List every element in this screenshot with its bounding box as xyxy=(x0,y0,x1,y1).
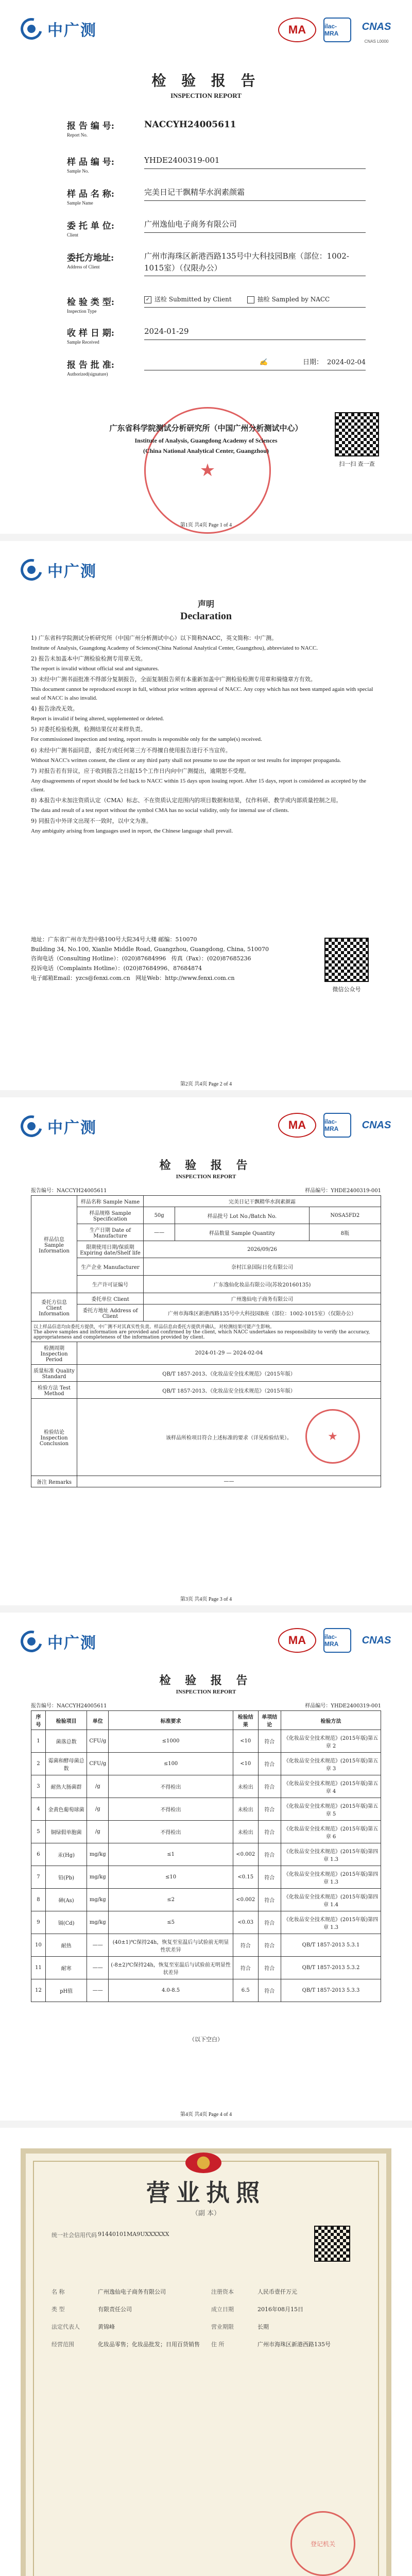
table-cell: 符合 xyxy=(258,1821,281,1843)
table-cell: 符合 xyxy=(258,1843,281,1866)
table-cell: 耐寒 xyxy=(45,1957,87,1979)
license-field xyxy=(211,2340,376,2348)
table-row: 生产许可证编号 广东逸仙化妆品有限公司(苏妆20160135) xyxy=(31,1276,381,1293)
results-table-body xyxy=(31,1730,381,2002)
license-field xyxy=(52,2305,216,2313)
table-cell: <0.002 xyxy=(233,1843,258,1866)
credit-code: 91440101MA9UXXXXXX xyxy=(98,2231,169,2238)
license-field-label: 营业期限 xyxy=(211,2324,234,2330)
decl-item: 5) 对委托检验检测，检测结果仅对来样负责。 xyxy=(31,726,146,733)
table-cell: 符合 xyxy=(258,1798,281,1821)
table-cell: 符合 xyxy=(258,1753,281,1775)
table-cell: QB/T 1857-2013 5.3.1 xyxy=(281,1934,381,1957)
table-cell: 符合 xyxy=(258,1934,281,1957)
table-cell: 4 xyxy=(31,1798,46,1821)
table-cell: mg/kg xyxy=(87,1911,109,1934)
table-cell: ≤5 xyxy=(109,1911,233,1934)
license-field xyxy=(211,2305,376,2313)
table-row xyxy=(31,1866,381,1889)
page-divider xyxy=(0,1605,412,1613)
contact-block: 地址：广东省广州市先烈中路100号大院34号大楼 邮编：510070 Building 34, No.100, Xianlie Middle Road, Guangzhou, Guangdong, China, 510070 咨询电话（Consulting Hotline）：(020)87684996 传真（Fax）：(020)87685236 投诉电话（Complaints Hotline）：(020)87684996、87684874 电子邮箱Email：yzcs@fenxi.com.cn 网址Web：http://www.fenxi.com.cn xyxy=(31,935,299,983)
license-field-value: 长期 xyxy=(258,2324,269,2330)
decl-item-en: For commissioned inspection and testing, report results is responsible only for the sample(s) received. xyxy=(31,736,262,743)
table-cell: 霉菌和酵母菌总数 xyxy=(45,1753,87,1775)
column-header: 单位 xyxy=(87,1711,109,1730)
table-cell: <10 xyxy=(233,1730,258,1753)
table-row: 生产日期 Date of Manufacture —— 样品数量 Sample Quantity 8瓶 xyxy=(31,1224,381,1241)
page-divider xyxy=(0,1090,412,1097)
table-cell: 1 xyxy=(31,1730,46,1753)
table-row: 质量标准 Quality Standard QB/T 1857-2013、《化妆品安全技术规范》（2015年版） xyxy=(31,1365,381,1382)
table-cell: 7 xyxy=(31,1866,46,1889)
decl-item-en: Any ambiguity arising from languages used in report, the Chinese language shall prevail. xyxy=(31,827,233,834)
certification-marks xyxy=(278,15,394,44)
license-field-value: 广州逸仙电子商务有限公司 xyxy=(98,2289,166,2295)
cma-mark: MA xyxy=(278,1628,316,1653)
table-row xyxy=(31,1979,381,2002)
table-cell: ≤10 xyxy=(109,1866,233,1889)
report-cover-page xyxy=(0,0,412,541)
table-row: 生产企业 Manufacturer 奈村江泉国际日化有限公司 xyxy=(31,1258,381,1276)
decl-item: 8) 本报告中未加注资质认定（CMA）标志、不在资质认定范围内的项目数据和结果，仅作科研、教学或内部质量控制之用。 xyxy=(31,796,342,804)
certification-marks xyxy=(278,1113,394,1138)
page-number: 第2页 共4页 Page 2 of 4 xyxy=(180,1081,232,1087)
test-results-page: 中广测 MA ilac-MRA CNAS 检 验 报 告 INSPECTION REPORT 报告编号：NACCYH24005611 样品编号：YHDE2400319-001 序号 检验项目 单位 标准要求 检验结果 单项结论 检验方法 1 菌落总数 CFU/g ≤1000 <10 符合 《化妆品安全技术规范》(2015年版)第五章 2 2 霉菌和酵母菌总数 CFU/g ≤100 <10 符合 《化妆品安全技术规范》(2015年版)第五章 3 3 耐热大肠菌群 /g 不得检出 未检出 符合 《化妆品安全技术规范》(2015年版)第五章 4 4 金黄色葡萄球菌 /g 不得检出 未检出 符合 《化妆品安全技术规范》(2015年版)第五章 5 5 铜绿假单胞菌 /g 不得检出 未检出 符合 《化妆品安全技术规范》(2015年版)第五章 6 6 汞(Hg) mg/kg ≤1 <0.002 符合 《化妆品安全技术规范》(2015年版)第四章 1.3 7 铅(Pb) mg/kg ≤10 <0.15 符合 《化妆品安全技术规范》(2015年版)第四章 1.3 8 砷(As) mg/kg ≤2 <0.002 符合 《化妆品安全技术规范》(2015年版)第四章 1.4 9 镉(Cd) mg/kg ≤5 <0.03 符合 《化妆品安全技术规范》(2015年版)第四章 1.3 10 耐热 —— (40±1)℃保持24h，恢复至室温后与试验前无明显性状差异 符合 符合 QB/T 1857-2013 5.3.1 11 耐寒 —— (-8±2)℃保持24h，恢复至室温后与试验前无明显性状差异 符合 符合 QB/T 1857-2013 5.3.2 12 pH值 —— 4.0-8.5 6.5 符合 QB/T 1857-2013 5.3.3 （以下空白） 第4页 共4页 Page 4 of 4 xyxy=(0,1613,412,2128)
table-cell: 8 xyxy=(31,1889,46,1911)
table-row xyxy=(31,1798,381,1821)
table-row: 备注 Remarks —— xyxy=(31,1476,381,1487)
ilac-mark: ilac-MRA xyxy=(323,1113,351,1138)
table-cell: 《化妆品安全技术规范》(2015年版)第四章 1.3 xyxy=(281,1911,381,1934)
license-field-value: 化妆品零售；化妆品批发；日用百货销售 xyxy=(98,2341,200,2348)
table-cell: 未检出 xyxy=(233,1798,258,1821)
sample-no: YHDE2400319-001 xyxy=(144,155,366,169)
decl-item: 1) 广东省科学院测试分析研究所（中国广州分析测试中心）以下简称NACC，英文简称：中广测。 xyxy=(31,635,278,641)
license-field xyxy=(52,2323,216,2331)
report-no: NACCYH24005611 xyxy=(57,1188,107,1194)
registration-seal-icon: 登记机关 xyxy=(290,2511,355,2576)
nacc-logo: 中广测 xyxy=(21,1115,97,1138)
report-no: NACCYH24005611 xyxy=(144,120,236,130)
declaration-page xyxy=(0,541,412,1097)
license-field xyxy=(211,2323,376,2331)
signature-icon: ✍ xyxy=(259,359,268,366)
table-row: 样品规格 Sample Specification 50g 样品批号 Lot No./Batch No. N0SA5FD2 xyxy=(31,1207,381,1224)
inspection-type-row: 检 验 类 型: Inspection Type ✓ 送检 Submitted by Client 抽检 Sampled by NACC xyxy=(67,295,366,314)
report-title-cn: 检 验 报 告 xyxy=(151,72,261,89)
sample-name-row: 样 品 名 称: Sample Name 完美日记干飘精华水润素颜霜 xyxy=(67,187,366,206)
client-address-row: 委托方地址: Address of Client 广州市海珠区新港西路135号中大科技园B座（部位：1002-1015室）（仅限办公） xyxy=(67,250,366,276)
complaints-phone: (020)87684996、87684874 xyxy=(123,965,202,972)
table-cell: —— xyxy=(87,1957,109,1979)
client-row: 委 托 单 位: Client 广州逸仙电子商务有限公司 xyxy=(67,218,366,238)
table-cell: 不得检出 xyxy=(109,1775,233,1798)
table-cell: 耐热 xyxy=(45,1934,87,1957)
table-cell: /g xyxy=(87,1798,109,1821)
table-cell: <0.03 xyxy=(233,1911,258,1934)
table-cell: /g xyxy=(87,1775,109,1798)
column-header: 序号 xyxy=(31,1711,46,1730)
page-number: 第4页 共4页 Page 4 of 4 xyxy=(180,2112,232,2117)
type-sampled: 抽检 Sampled by NACC xyxy=(247,295,330,305)
checked-checkbox-icon: ✓ xyxy=(144,296,151,303)
authorization-row: 报 告 批 准: Authorized(signature) ✍ 日期： 2024-02-04 xyxy=(67,359,366,377)
table-cell: pH值 xyxy=(45,1979,87,2002)
report-title-en: INSPECTION REPORT xyxy=(176,1689,236,1695)
license-title: 营业执照 xyxy=(146,2179,266,2207)
table-row xyxy=(31,1934,381,1957)
license-field xyxy=(52,2340,216,2348)
report-title-cn: 检 验 报 告 xyxy=(159,1674,253,1687)
cnas-mark: CNAS xyxy=(362,1634,391,1646)
table-cell: <0.15 xyxy=(233,1866,258,1889)
table-cell: 6.5 xyxy=(233,1979,258,2002)
report-no: NACCYH24005611 xyxy=(57,1703,107,1709)
table-cell: CFU/g xyxy=(87,1753,109,1775)
email-link[interactable]: yzcs@fenxi.com.cn xyxy=(76,974,130,981)
nacc-logo: 中广测 xyxy=(21,1630,97,1653)
table-cell: 符合 xyxy=(258,1730,281,1753)
end-note: （以下空白） xyxy=(189,2036,223,2043)
table-cell: 符合 xyxy=(258,1866,281,1889)
decl-item: 3) 未经中广测书面批准不得部分复制报告，全面复制报告须有本重新加盖中广测检验检测专用章和骑缝章方有效。 xyxy=(31,676,316,683)
table-cell: 汞(Hg) xyxy=(45,1843,87,1866)
license-field-label: 注册资本 xyxy=(211,2289,234,2295)
table-cell: 耐热大肠菌群 xyxy=(45,1775,87,1798)
decl-item: 4) 报告涂改无效。 xyxy=(31,705,78,713)
consulting-phone: (020)87684996 xyxy=(122,955,166,962)
table-cell: 4.0-8.5 xyxy=(109,1979,233,2002)
page-divider xyxy=(0,534,412,541)
address-cn: 地址：广东省广州市先烈中路100号大院34号大楼 邮编：510070 xyxy=(31,936,197,943)
table-cell: 砷(As) xyxy=(45,1889,87,1911)
table-cell: 镉(Cd) xyxy=(45,1911,87,1934)
table-cell: 不得检出 xyxy=(109,1821,233,1843)
decl-item-en: Any disagreements of report should be fed back to NACC within 15 days upon issuing report. After 15 days, report is considered as accepted by the client. xyxy=(31,777,366,793)
license-field-value: 2016年08月15日 xyxy=(258,2306,303,2313)
table-cell: 《化妆品安全技术规范》(2015年版)第五章 5 xyxy=(281,1798,381,1821)
table-cell: 11 xyxy=(31,1957,46,1979)
table-cell: ≤1 xyxy=(109,1843,233,1866)
sample-no-row: 样 品 编 号: Sample No. YHDE2400319-001 xyxy=(67,155,366,174)
table-cell: 《化妆品安全技术规范》(2015年版)第四章 1.4 xyxy=(281,1889,381,1911)
auth-date: 2024-02-04 xyxy=(327,359,366,366)
table-cell: 符合 xyxy=(258,1775,281,1798)
table-cell: 《化妆品安全技术规范》(2015年版)第五章 2 xyxy=(281,1730,381,1753)
table-row: 检验结论 Inspection Conclusion 该样品所检项目符合上述标准的要求（详见检验结果）。 ★ xyxy=(31,1399,381,1476)
license-field-label: 经营范围 xyxy=(52,2341,74,2348)
national-emblem-icon xyxy=(185,2153,221,2173)
nacc-logo-icon xyxy=(16,1111,46,1141)
table-cell: 《化妆品安全技术规范》(2015年版)第五章 3 xyxy=(281,1753,381,1775)
table-row: 委托方信息 Client Information 委托单位 Client 广州逸仙电子商务有限公司 xyxy=(31,1293,381,1304)
table-cell: 6 xyxy=(31,1843,46,1866)
cma-mark: MA xyxy=(278,18,316,42)
table-cell: mg/kg xyxy=(87,1843,109,1866)
sample-no: YHDE2400319-001 xyxy=(331,1188,381,1194)
license-field-label: 住 所 xyxy=(211,2341,225,2348)
decl-item: 6) 未经中广测书面同意，委托方或任何第三方不得擅自使用报告进行不当宣传。 xyxy=(31,747,231,754)
type-submitted: ✓ 送检 Submitted by Client xyxy=(144,295,232,305)
sample-info-table xyxy=(31,1195,381,1487)
decl-item: 9) 同报告中外译文出现不一致时，以中文为准。 xyxy=(31,817,152,824)
declaration-list xyxy=(31,634,381,837)
table-cell: 铜绿假单胞菌 xyxy=(45,1821,87,1843)
table-cell: 未检出 xyxy=(233,1775,258,1798)
table-cell: <10 xyxy=(233,1753,258,1775)
received-date-row: 收 样 日 期: Sample Received 2024-01-29 xyxy=(67,326,366,345)
table-cell: 符合 xyxy=(258,1957,281,1979)
table-cell: —— xyxy=(87,1979,109,2002)
table-row: 检验方法 Test Method QB/T 1857-2013、《化妆品安全技术规范》（2015年版） xyxy=(31,1382,381,1399)
table-cell: 《化妆品安全技术规范》(2015年版)第五章 6 xyxy=(281,1821,381,1843)
qr-caption: 微信公众号 xyxy=(332,986,361,993)
table-cell: 12 xyxy=(31,1979,46,2002)
received-date: 2024-01-29 xyxy=(144,326,366,340)
license-field-value: 黄锦峰 xyxy=(98,2324,115,2330)
decl-item-en: This document cannot be reproduced except in full, without prior written approval of NACC. Any copy which has not been stamped again with special seal of NACC is also invalid. xyxy=(31,686,373,702)
report-no-row: 报 告 编 号: Report No. NACCYH24005611 xyxy=(67,118,366,138)
decl-item-en: The report is invalid without official seal and signatures. xyxy=(31,666,159,672)
table-row xyxy=(31,1753,381,1775)
business-license: 营业执照 （副 本） 统一社会信用代码 91440101MA9UXXXXXX 名 称 广州逸仙电子商务有限公司 类 型 有限责任公司 法定代表人 黄锦峰 经营范围 化妆品零售；化妆品批发；日用百货销售 注册资本 人民币壹仟万元 成立日期 2016年08月15日 营业期限 长期 住 所 广州市海珠区新港西路135号 登记机关 xyxy=(21,2148,391,2576)
page-number: 第3页 共4页 Page 3 of 4 xyxy=(180,1597,232,1602)
table-cell: 《化妆品安全技术规范》(2015年版)第四章 1.3 xyxy=(281,1843,381,1866)
table-cell: 5 xyxy=(31,1821,46,1843)
unchecked-checkbox-icon xyxy=(247,296,254,303)
nacc-logo-icon xyxy=(16,14,46,43)
table-row xyxy=(31,1957,381,1979)
fax-number: (020)87685236 xyxy=(207,955,251,962)
table-row xyxy=(31,1730,381,1753)
table-cell: 不得检出 xyxy=(109,1798,233,1821)
sample-info-page: 中广测 MA ilac-MRA CNAS 检 验 报 告 INSPECTION REPORT 报告编号：NACCYH24005611 样品编号：YHDE2400319-001 样品信息 Sample Information 样品名称 Sample Name 完美日记干飘精华水润素颜霜 样品规格 Sample Specification 50g 样品批号 Lot No./Batch No. N0SA5FD2 生产日期 Date of Manufacture —— 样品数量 Sample Quantity 8瓶 限期使用日期/保质期 Expiring date/Shelf life 2026/09/26 生产企业 Manufacturer 奈村江泉国际日化有限公司 生产许可证编号 广东逸仙化妆品有限公司(苏妆20160135) 委托方信息 Client Information 委托单位 Client 广州逸仙电子商务有限公司 委托方地址 Address of Client 广州市海珠区新港西路135号中大科技园B座（部位：1002-1015室）（仅限办公） 以上样品信息均由委托方提供，中广测不对其真实性负责。样品信息由委托方提供并确认，对检测结果可能产生影响。 The above samples and information are provided and confirmed by the client, which NACC undertakes no responsibility to verify the accuracy, appropriateness and completeness of the information provided by client. 检测周期 Inspection Period 2024-01-29 — 2024-02-04 质量标准 Quality Standard QB/T 1857-2013、《化妆品安全技术规范》（2015年版） 检验方法 Test Method QB/T 1857-2013、《化妆品安全技术规范》（2015年版） 检验结论 Inspection Conclusion 该样品所检项目符合上述标准的要求（详见检验结果）。 ★ 备注 Remarks —— 第3页 共4页 Page 3 of 4 xyxy=(0,1097,412,1613)
table-row xyxy=(31,1843,381,1866)
verify-qr-code-icon xyxy=(335,412,379,456)
table-cell: 符合 xyxy=(233,1957,258,1979)
table-cell: /g xyxy=(87,1821,109,1843)
table-cell: ≤2 xyxy=(109,1889,233,1911)
decl-item-en: Report is invalid if being altered, supplemented or deleted. xyxy=(31,716,164,722)
table-row: 样品信息 Sample Information 样品名称 Sample Name 完美日记干飘精华水润素颜霜 xyxy=(31,1196,381,1207)
table-cell: (40±1)℃保持24h，恢复至室温后与试验前无明显性状差异 xyxy=(109,1934,233,1957)
official-seal-icon: ★ xyxy=(144,407,271,534)
license-subtitle: （副 本） xyxy=(191,2210,221,2217)
declaration-title-en: Declaration xyxy=(180,611,232,622)
table-cell: 铅(Pb) xyxy=(45,1866,87,1889)
institute-name-en-1: Institute of Analysis, Guangdong Academy of Sciences xyxy=(134,437,278,444)
license-field-value: 广州市海珠区新港西路135号 xyxy=(258,2341,331,2348)
table-cell: ≤1000 xyxy=(109,1730,233,1753)
table-cell: 《化妆品安全技术规范》(2015年版)第四章 1.3 xyxy=(281,1866,381,1889)
license-field xyxy=(211,2287,376,2296)
ilac-mark: ilac-MRA xyxy=(323,18,351,42)
nacc-logo xyxy=(21,18,97,40)
table-cell: QB/T 1857-2013 5.3.3 xyxy=(281,1979,381,2002)
license-field-label: 法定代表人 xyxy=(52,2324,80,2330)
certification-marks xyxy=(278,1628,394,1653)
table-cell: QB/T 1857-2013 5.3.2 xyxy=(281,1957,381,1979)
institute-name-cn: 广东省科学院测试分析研究所（中国广州分析测试中心） xyxy=(109,423,303,433)
table-row xyxy=(31,1911,381,1934)
table-row xyxy=(31,1775,381,1798)
nacc-logo-icon xyxy=(16,555,46,584)
license-qr-code-icon xyxy=(314,2226,350,2262)
decl-item: 2) 报告未加盖本中广测检验检测专用章无效。 xyxy=(31,655,146,663)
license-field-label: 成立日期 xyxy=(211,2306,234,2313)
report-title-en: INSPECTION REPORT xyxy=(170,92,242,99)
license-field-value: 人民币壹仟万元 xyxy=(258,2289,297,2295)
table-cell: CFU/g xyxy=(87,1730,109,1753)
column-header: 检验项目 xyxy=(45,1711,87,1730)
column-header: 检验结果 xyxy=(233,1711,258,1730)
table-row: 限期使用日期/保质期 Expiring date/Shelf life 2026/09/26 xyxy=(31,1241,381,1258)
institute-name-en-2: (China National Analytical Center, Guangzhou) xyxy=(143,447,269,454)
qr-caption: 扫一扫 查一查 xyxy=(339,461,375,467)
column-header: 单项结论 xyxy=(258,1711,281,1730)
table-cell: 符合 xyxy=(258,1889,281,1911)
sample-no: YHDE2400319-001 xyxy=(331,1703,381,1709)
table-cell: 3 xyxy=(31,1775,46,1798)
table-row xyxy=(31,1889,381,1911)
table-cell: mg/kg xyxy=(87,1866,109,1889)
license-field xyxy=(52,2287,216,2296)
table-row xyxy=(31,1821,381,1843)
column-header: 检验方法 xyxy=(281,1711,381,1730)
client: 广州逸仙电子商务有限公司 xyxy=(144,218,366,233)
table-row: 检测周期 Inspection Period 2024-01-29 — 2024-02-04 xyxy=(31,1342,381,1365)
declaration-title-cn: 声明 xyxy=(197,599,214,609)
report-title-cn: 检 验 报 告 xyxy=(159,1159,253,1172)
table-cell: 《化妆品安全技术规范》(2015年版)第五章 4 xyxy=(281,1775,381,1798)
table-cell: (-8±2)℃保持24h，恢复至室温后与试验前无明显性状差异 xyxy=(109,1957,233,1979)
table-header-row xyxy=(31,1711,381,1730)
results-table xyxy=(31,1710,381,2002)
decl-item-en: The data and result of a test report without the symbol CMA has no social validity, only for internal use of clients. xyxy=(31,807,289,814)
website-link[interactable]: http://www.fenxi.com.cn xyxy=(165,974,235,981)
table-cell: —— xyxy=(87,1934,109,1957)
official-seal-icon: ★ xyxy=(305,1409,360,1464)
table-cell: 未检出 xyxy=(233,1821,258,1843)
decl-item: 7) 对报告若有异议，应于收到报告之日起15个工作日内向中广测提出，逾期恕不受理。 xyxy=(31,767,250,774)
cma-mark: MA xyxy=(278,1113,316,1138)
table-cell: ≤100 xyxy=(109,1753,233,1775)
brand-name: 中广测 xyxy=(47,22,97,40)
license-field-value: 有限责任公司 xyxy=(98,2306,132,2313)
cnas-mark: CNAS CNAS L0000 xyxy=(362,21,391,44)
report-title-en: INSPECTION REPORT xyxy=(176,1174,236,1180)
table-cell: 10 xyxy=(31,1934,46,1957)
decl-item-en: Institute of Analysis, Guangdong Academy of Sciences(China National Analytical Center, Guangzhou), abbreviated to NACC. xyxy=(31,645,318,652)
table-row: 委托方地址 Address of Client 广州市海珠区新港西路135号中大科技园B座（部位：1002-1015室）（仅限办公） xyxy=(31,1304,381,1321)
table-cell: 9 xyxy=(31,1911,46,1934)
address-en: Building 34, No.100, Xianlie Middle Road, Guangzhou, Guangdong, China, 510070 xyxy=(31,945,269,953)
table-cell: <0.002 xyxy=(233,1889,258,1911)
table-cell: 符合 xyxy=(258,1979,281,2002)
business-license-page xyxy=(0,2128,412,2576)
cnas-mark: CNAS xyxy=(362,1119,391,1131)
table-cell: 符合 xyxy=(258,1911,281,1934)
table-cell: mg/kg xyxy=(87,1889,109,1911)
license-field-label: 名 称 xyxy=(52,2289,65,2295)
nacc-logo: 中广测 xyxy=(21,558,97,581)
column-header: 标准要求 xyxy=(109,1711,233,1730)
page-divider xyxy=(0,2121,412,2128)
table-cell: 2 xyxy=(31,1753,46,1775)
table-cell: 金黄色葡萄球菌 xyxy=(45,1798,87,1821)
table-cell: 符合 xyxy=(233,1934,258,1957)
sample-name: 完美日记干飘精华水润素颜霜 xyxy=(144,187,366,201)
wechat-qr-code-icon xyxy=(324,938,369,982)
license-field-label: 类 型 xyxy=(52,2306,65,2313)
nacc-logo-icon xyxy=(16,1626,46,1656)
table-row: 以上样品信息均由委托方提供，中广测不对其真实性负责。样品信息由委托方提供并确认，对检测结果可能产生影响。 The above samples and information are provided and confirmed by the client, which NACC undertakes no responsibility to verify the accuracy, appropriateness and completeness of the information provided by client. xyxy=(31,1321,381,1342)
ilac-mark: ilac-MRA xyxy=(323,1628,351,1653)
client-address: 广州市海珠区新港西路135号中大科技园B座（部位：1002-1015室）（仅限办公） xyxy=(144,250,366,276)
decl-item-en: Without NACC's written consent, the client or any third party shall not presume to use the report or test results for improper propaganda. xyxy=(31,757,341,764)
page-number: 第1页 共4页 Page 1 of 4 xyxy=(180,522,232,528)
table-cell: 菌落总数 xyxy=(45,1730,87,1753)
